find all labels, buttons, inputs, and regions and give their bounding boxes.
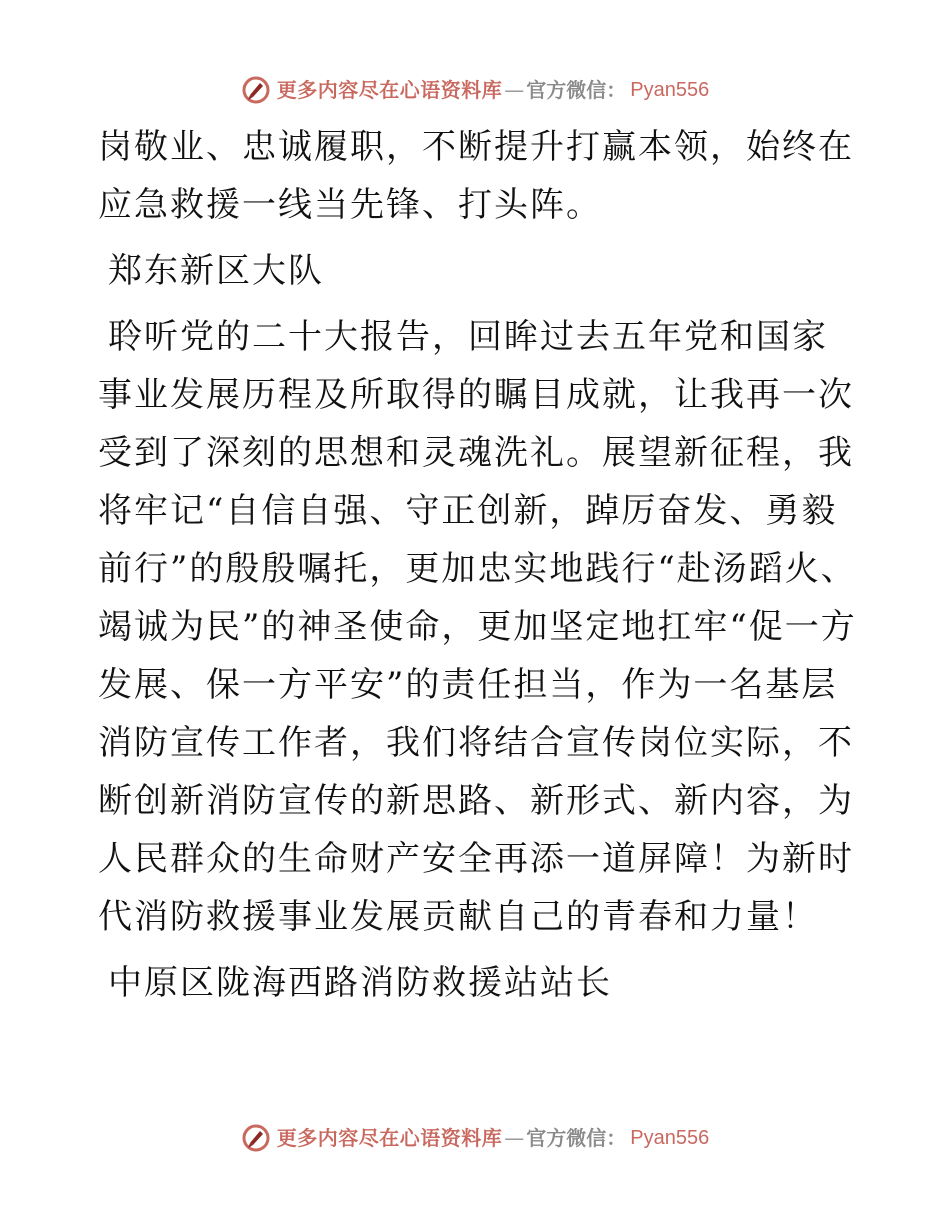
watermark-logo-icon (241, 1123, 271, 1153)
section-heading-zhengdong: 郑东新区大队 (108, 251, 324, 291)
watermark-wechat-id: Pyan556 (630, 1127, 710, 1149)
paragraph-1: 岗敬业、忠诚履职，不断提升打赢本领，始终在应急救援一线当先锋、打头阵。 (98, 127, 854, 225)
watermark-dash: — (504, 78, 525, 102)
watermark-wechat-label: 官方微信： (526, 1126, 627, 1150)
watermark-dash: — (504, 1126, 525, 1150)
footer-watermark (0, 1118, 950, 1158)
watermark-text: 更多内容尽在心语资料库 (276, 1126, 503, 1150)
watermark-wechat-id: Pyan556 (630, 79, 710, 101)
watermark-logo-icon (241, 75, 271, 105)
document-body (98, 118, 858, 1012)
watermark-wechat-label: 官方微信： (526, 78, 627, 102)
watermark-text: 更多内容尽在心语资料库 (276, 78, 503, 102)
header-watermark (0, 70, 950, 110)
paragraph-2: 聆听党的二十大报告，回眸过去五年党和国家事业发展历程及所取得的瞩目成就，让我再一次受到了深刻的思想和灵魂洗礼。展望新征程，我将牢记“自信自强、守正创新，踔厉奋发、勇毅前行”的殷殷嘱托，更加忠实地践行“赴汤蹈火、竭诚为民”的神圣使命，更加坚定地扛牢“促一方发展、保一方平安”的责任担当，作为一名基层消防宣传工作者，我们将结合宣传岗位实际，不断创新消防宣传的新思路、新形式、新内容，为人民群众的生命财产安全再添一道屏障！为新时代消防救援事业发展贡献自己的青春和力量！ (98, 317, 857, 937)
section-heading-zhongyuan: 中原区陇海西路消防救援站站长 (108, 963, 612, 1003)
